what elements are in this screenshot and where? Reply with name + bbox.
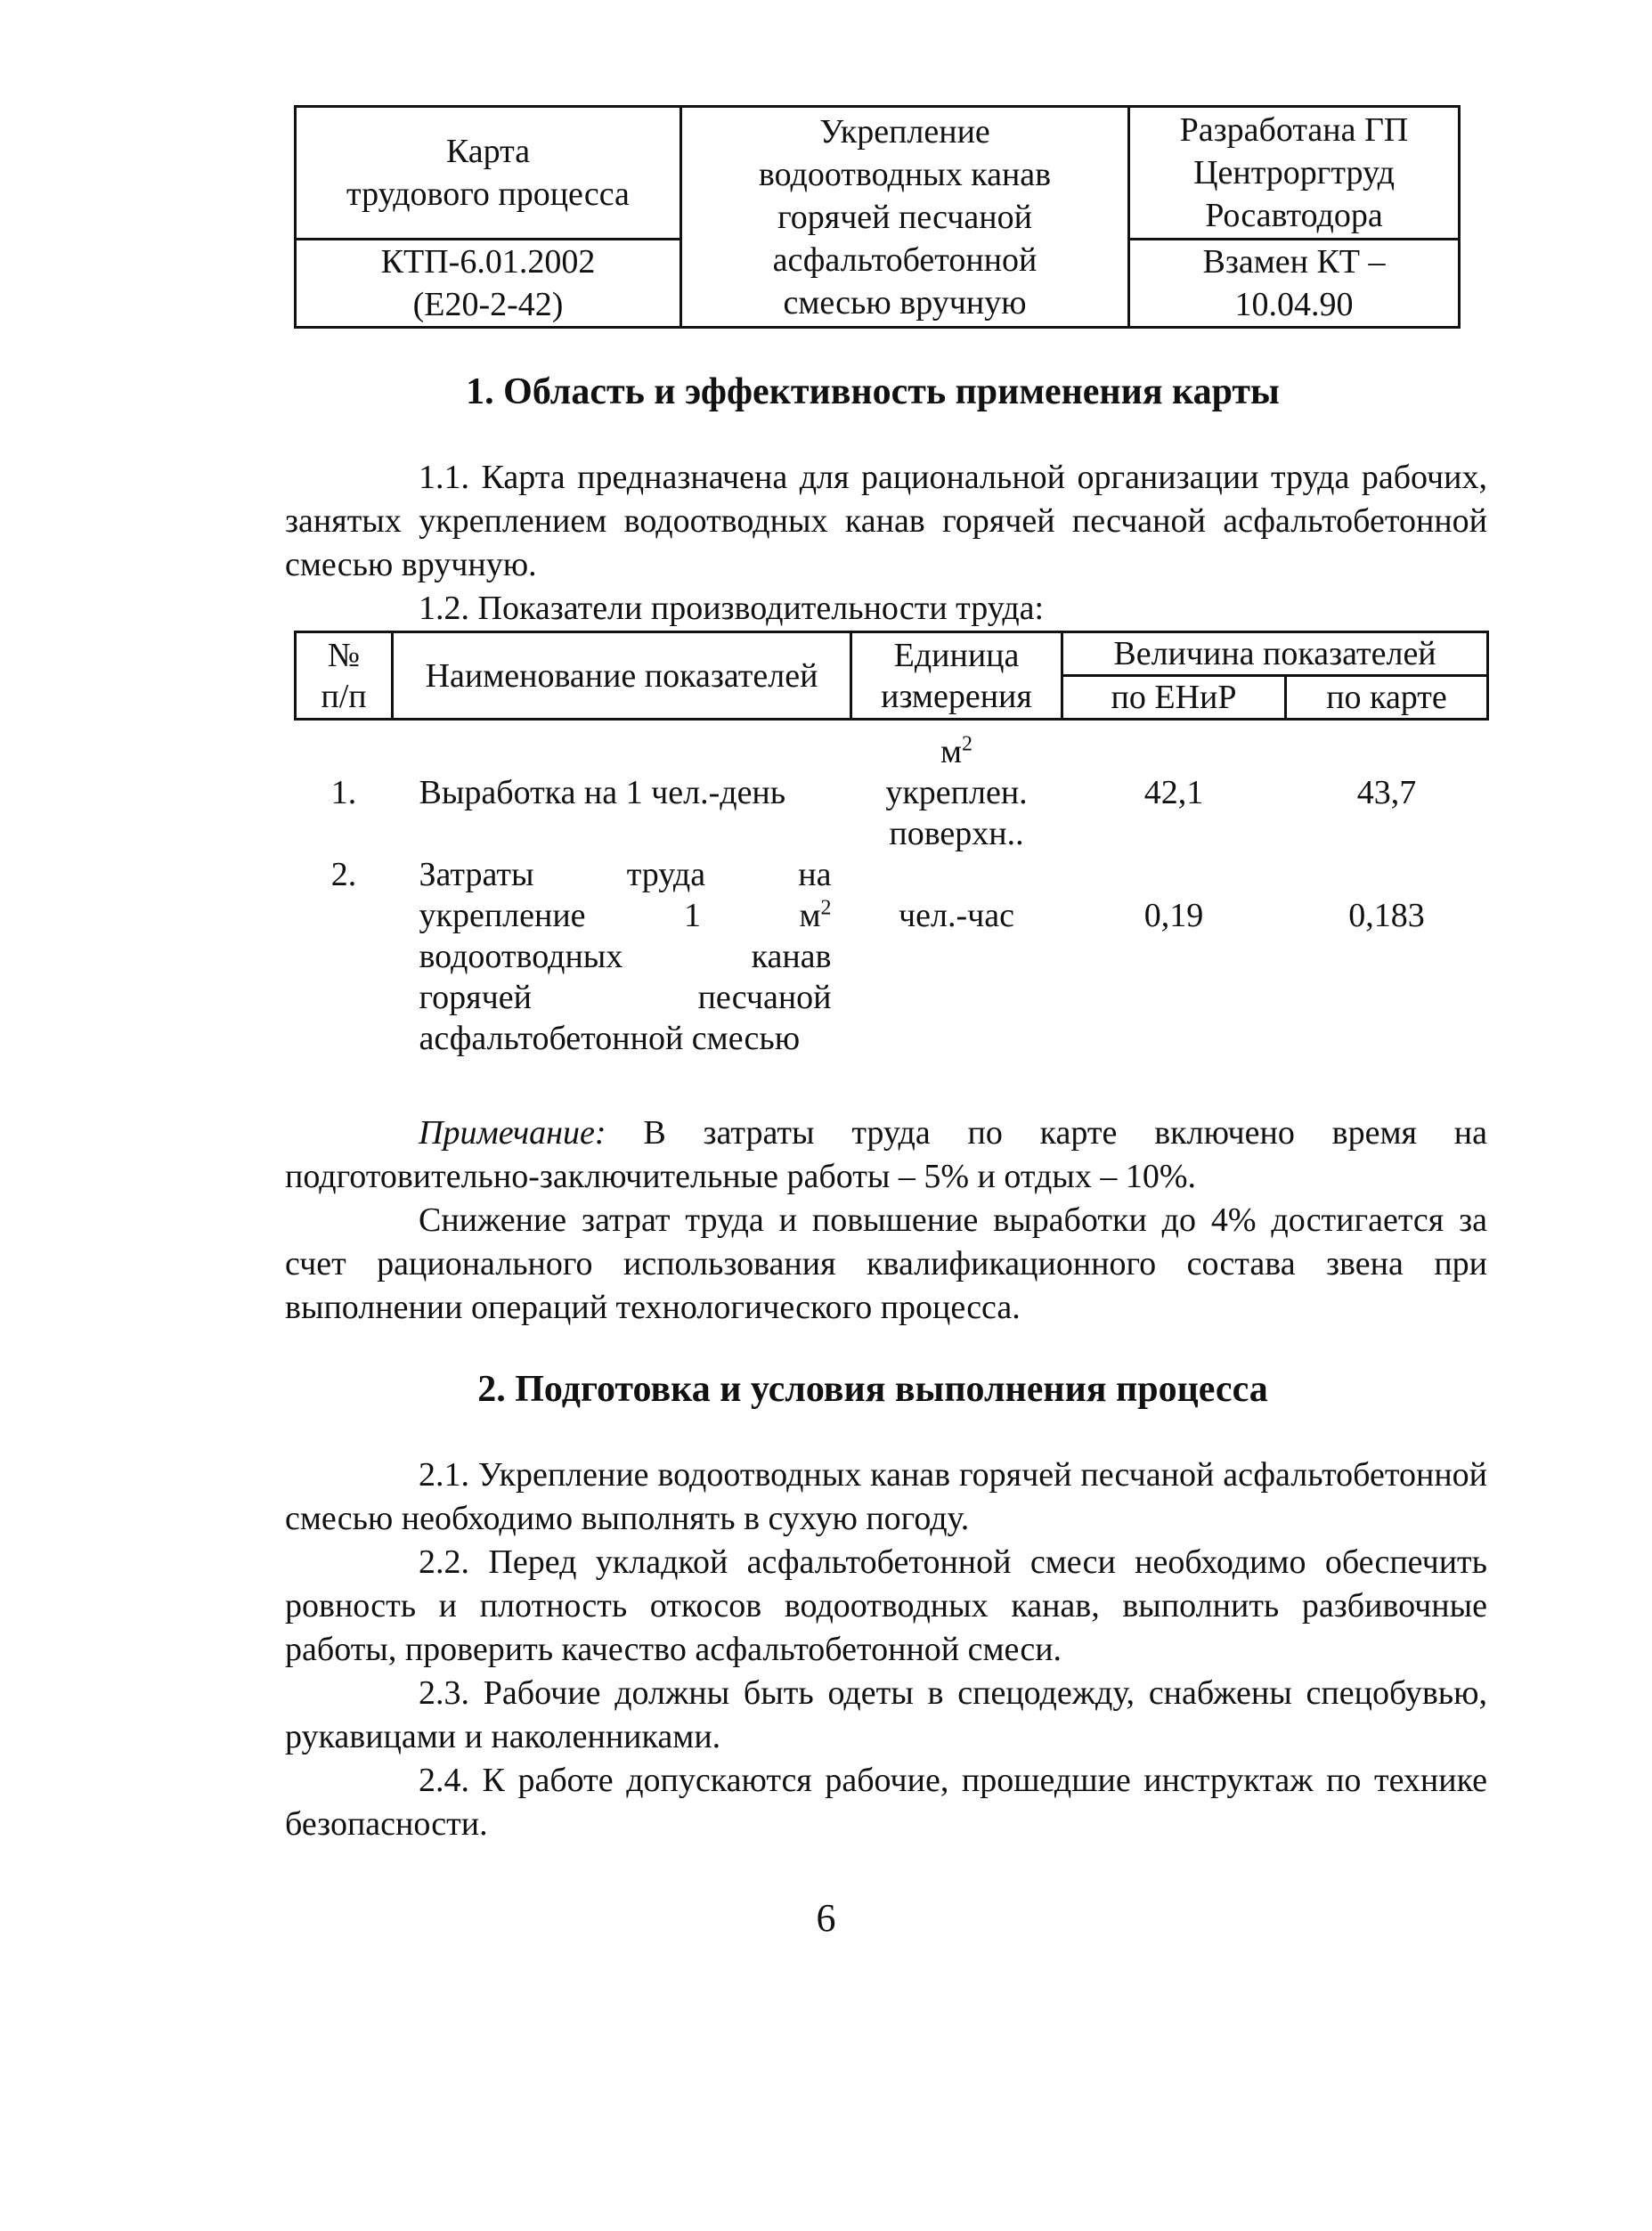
col-num-header xyxy=(296,632,393,720)
card-label-cell xyxy=(296,107,681,240)
col-unit-header xyxy=(851,632,1062,720)
unit-base: м xyxy=(940,733,963,770)
process-title-cell xyxy=(681,107,1129,328)
row-name-word xyxy=(799,895,831,936)
row-unit-line xyxy=(857,731,1057,772)
row-name xyxy=(393,854,851,1059)
title-line: смесью вручную xyxy=(783,283,1027,322)
row-name-line xyxy=(419,936,832,977)
row-value-card: 0,183 xyxy=(1348,897,1425,934)
developer-line: Разработана ГП xyxy=(1179,111,1409,149)
paragraph-1-2-text: 1.2. Показатели производительности труда: xyxy=(419,590,1045,627)
row-number: 1. xyxy=(330,774,357,811)
row-name-word: канав xyxy=(751,938,832,975)
page-number: 6 xyxy=(816,1896,836,1940)
row-name: Выработка на 1 чел.-день xyxy=(419,774,786,811)
paragraph-1-2 xyxy=(285,587,1487,631)
col-num-header-line: № xyxy=(327,636,361,674)
row-name-word: труда xyxy=(626,856,706,893)
row-name-word: Затраты xyxy=(419,856,534,893)
paragraph-2-3-text: 2.3. Рабочие должны быть одеты в спецодежду, снабжены спецобувью, рукавицами и наколенниками. xyxy=(285,1674,1487,1755)
note-paragraph xyxy=(285,1111,1487,1199)
unit-base: м xyxy=(799,897,821,934)
row-name-line: асфальтобетонной смесью xyxy=(419,1020,801,1057)
col-enir-header: по ЕНиР xyxy=(1062,676,1286,720)
developer-line: Центроргтруд xyxy=(1193,154,1395,191)
header-table xyxy=(294,105,1461,329)
note-label: Примечание: xyxy=(419,1114,606,1152)
replaces-line: 10.04.90 xyxy=(1234,286,1354,323)
row-unit-line: поверхн.. xyxy=(889,815,1024,852)
row-unit xyxy=(851,731,1062,854)
row-unit: чел.-час xyxy=(899,897,1014,934)
note-text: В затраты труда по карте включено время на подготовительно-заключительные работы – 5% и отдых – 10%. xyxy=(285,1114,1487,1195)
row-name-word: на xyxy=(798,856,832,893)
title-line: асфальтобетонной xyxy=(772,240,1038,279)
card-label-line: трудового процесса xyxy=(346,175,630,213)
table-row xyxy=(296,854,1488,1059)
developer-line: Росавтодора xyxy=(1205,197,1383,234)
col-unit-header-line: Единица xyxy=(893,636,1020,674)
section2-heading: 2. Подготовка и условия выполнения процесса xyxy=(477,1369,1268,1410)
developer-cell xyxy=(1129,107,1460,240)
unit-superscript: 2 xyxy=(962,732,973,756)
replaces-cell xyxy=(1129,240,1460,328)
title-line: Укрепление xyxy=(819,112,990,151)
row-name-word: 1 xyxy=(683,897,701,934)
row-value-card: 43,7 xyxy=(1356,774,1417,811)
replaces-line: Взамен КТ – xyxy=(1202,243,1386,281)
card-label-line: Карта xyxy=(445,133,531,170)
paragraph-2-3 xyxy=(285,1672,1487,1759)
paragraph-2-2 xyxy=(285,1541,1487,1672)
row-name-line xyxy=(419,977,832,1018)
card-code-cell xyxy=(296,240,681,328)
title-line: водоотводных канав xyxy=(758,155,1052,193)
row-name-word: горячей xyxy=(419,979,532,1016)
note-paragraph-2 xyxy=(285,1199,1487,1330)
card-code-line: КТП-6.01.2002 xyxy=(380,243,596,281)
col-card-header: по карте xyxy=(1286,676,1488,720)
row-name-line xyxy=(419,854,832,895)
unit-superscript: 2 xyxy=(820,896,832,920)
indicators-table xyxy=(294,631,1489,1059)
row-name-line xyxy=(419,895,832,936)
paragraph-2-4-text: 2.4. К работе допускаются рабочие, прошедшие инструктаж по технике безопасности. xyxy=(285,1762,1487,1843)
paragraph-2-1-text: 2.1. Укрепление водоотводных канав горячей песчаной асфальтобетонной смесью необходимо выполнять в сухую погоду. xyxy=(285,1456,1487,1537)
table-gap xyxy=(296,720,1488,732)
indicators-header-row xyxy=(296,632,1488,676)
col-value-header: Величина показателей xyxy=(1062,632,1488,676)
section1-heading: 1. Область и эффективность применения карты xyxy=(466,371,1280,412)
row-value-enir: 42,1 xyxy=(1143,774,1204,811)
paragraph-2-1 xyxy=(285,1453,1487,1541)
card-code-line: (Е20-2-42) xyxy=(412,286,564,323)
note-paragraph-2-text: Снижение затрат труда и повышение выработки до 4% достигается за счет рационального использования квалификационного состава звена при выполнении операций технологического процесса. xyxy=(285,1201,1487,1326)
paragraph-2-4 xyxy=(285,1759,1487,1846)
row-value-enir: 0,19 xyxy=(1143,897,1204,934)
row-unit-line: укреплен. xyxy=(885,774,1028,811)
title-line: горячей песчаной xyxy=(777,198,1032,236)
row-name-word: укрепление xyxy=(419,897,586,934)
table-row xyxy=(296,731,1488,854)
row-number: 2. xyxy=(330,856,357,893)
col-name-header: Наименование показателей xyxy=(393,632,851,720)
paragraph-1-1-text: 1.1. Карта предназначена для рациональной организации труда рабочих, занятых укреплением водоотводных канав горячей песчаной асфальтобетонной смесью вручную. xyxy=(285,459,1487,583)
paragraph-2-2-text: 2.2. Перед укладкой асфальтобетонной смеси необходимо обеспечить ровность и плотность откосов водоотводных канав, выполнить разбивочные работы, проверить качество асфальтобетонной смеси. xyxy=(285,1543,1487,1668)
row-name-word: водоотводных xyxy=(419,938,623,975)
paragraph-1-1 xyxy=(285,456,1487,587)
col-num-header-line: п/п xyxy=(321,677,367,715)
col-unit-header-line: измерения xyxy=(881,677,1032,715)
row-name-word: песчаной xyxy=(697,979,832,1016)
